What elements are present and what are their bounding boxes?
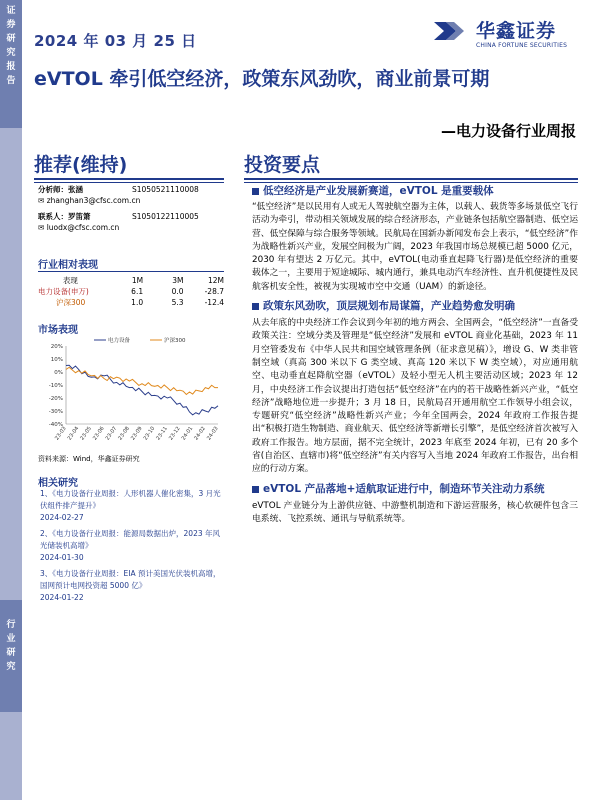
x-tick-label: 23-06: [92, 425, 106, 442]
contact-name: 罗笛箫: [68, 212, 91, 221]
list-item[interactable]: [40, 568, 224, 604]
square-bullet-icon: [252, 486, 259, 493]
contact-email[interactable]: luodx@cfsc.com.cn: [46, 223, 120, 232]
report-subtitle: —电力设备行业周报: [440, 122, 576, 140]
related-item-date: 2024-01-30: [40, 553, 84, 562]
table-header: 表现: [62, 276, 78, 285]
related-item-text: 3、《电力设备行业周报：EIA 预计美国光伏装机高增，国网预计电网投资超 5000 亿》: [40, 569, 221, 590]
side-tab-report-category: [0, 600, 22, 712]
list-item[interactable]: [40, 488, 224, 524]
legend-entry: 沪深300: [164, 338, 186, 344]
x-tick-label: 23-07: [104, 425, 119, 442]
analyst-cert: S1050521110008: [132, 185, 199, 194]
table-header: 3M: [172, 276, 184, 285]
related-list: [40, 488, 224, 608]
divider: [38, 271, 224, 272]
related-item-date: 2024-02-27: [40, 513, 84, 522]
market-title: 市场表现: [38, 325, 78, 336]
contact-role: 联系人：: [38, 212, 68, 221]
table-row: [38, 286, 224, 297]
market-performance-chart: [38, 334, 224, 454]
related-item-date: 2024-01-22: [40, 593, 84, 602]
main-content: [252, 184, 578, 531]
y-tick-label: 0%: [54, 370, 63, 376]
contact-cert: S1050122110005: [132, 212, 199, 221]
side-tab-char: 行: [6, 620, 16, 630]
square-bullet-icon: [252, 303, 259, 310]
analyst-row: [38, 184, 224, 195]
brand-name-cn: 华鑫证券: [476, 20, 557, 42]
square-bullet-icon: [252, 188, 259, 195]
x-tick-label: 23-09: [130, 425, 144, 442]
x-tick-label: 24-03: [206, 425, 220, 442]
table-header: 12M: [207, 276, 224, 285]
x-tick-label: 23-03: [54, 425, 68, 442]
performance-table: [38, 275, 224, 308]
table-cell: 电力设备(申万): [38, 287, 89, 296]
side-tab-char: 究: [6, 662, 16, 672]
x-tick-label: 23-12: [168, 425, 182, 442]
x-tick-label: 23-10: [142, 425, 157, 442]
brand-name-en: CHINA FORTUNE SECURITIES: [476, 42, 568, 49]
y-tick-label: -20%: [48, 396, 63, 402]
y-tick-label: -40%: [48, 422, 63, 428]
section-title: 投资要点: [244, 150, 578, 180]
y-tick-label: -30%: [48, 409, 63, 415]
side-tab-char: 研: [6, 34, 16, 44]
side-tab-char: 业: [6, 634, 16, 644]
table-cell: 沪深300: [56, 298, 86, 307]
table-cell: 5.3: [171, 298, 184, 307]
analyst-name: 张涵: [68, 185, 83, 194]
table-cell: 6.1: [131, 287, 144, 296]
section-heading-text: eVTOL 产品落地+适航取证进行中，制造环节关注动力系统: [263, 482, 545, 495]
x-tick-label: 23-08: [117, 425, 131, 442]
envelope-icon: ✉: [38, 223, 45, 232]
x-tick-label: 23-05: [79, 425, 93, 442]
brand-logo: [432, 14, 582, 54]
report-date: 2024 年 03 月 25 日: [34, 32, 197, 50]
side-tab-char: 报: [6, 62, 16, 72]
y-tick-label: 10%: [50, 357, 63, 363]
series-line: [66, 367, 218, 394]
table-header: 1M: [131, 276, 144, 285]
side-tab-char: 券: [6, 20, 16, 30]
side-tab-char: 证: [6, 6, 16, 16]
report-title: eVTOL 牵引低空经济，政策东风劲吹，商业前景可期: [34, 68, 490, 90]
performance-title: 行业相对表现: [38, 260, 98, 271]
table-row: [38, 297, 224, 308]
side-tab-char: 研: [6, 648, 16, 658]
rating-badge: 推荐(维持): [34, 150, 224, 180]
series-line: [66, 365, 218, 415]
chevron-brand-icon: [432, 18, 466, 44]
related-item-text: 1、《电力设备行业周报：人形机器人催化密集，3 月光伏组件排产提升》: [40, 489, 221, 510]
y-tick-label: -10%: [48, 383, 63, 389]
analyst-email[interactable]: zhanghan3@cfsc.com.cn: [46, 196, 141, 205]
paragraph: 从去年底的中央经济工作会议到今年初的地方两会、全国两会，“低空经济”一直备受政策关注：空域分类及管理是“低空经济”发展和 eVTOL 商业化基础，2023 年 11 月空管委发布《中华人民共和国空域管理条例（征求意见稿）》，增设 G、W 类非管制空域（真高 300 米以下 G 类空域、真高 120 米以下 W 类空域），对应通用航空、电动垂直起降航空器（eVTOL）及轻小型无人机主要活动区域；2023 年 12 月，中央经济工作会议提出打造包括“低空经济”在内的若干战略性新兴产业，“低空经济”战略地位进一步提升；3 月 18 日，民航局召开通用航空工作领导小组会议，专题研究“低空经济”战略性新兴产业；今年全国两会，2024 年政府工作报告提出“积极打造生物制造、商业航天、低空经济等新增长引擎”，是低空经济首次被写入政府工作报告。地方层面，据不完全统计，2023 年底至 2024 年初，已有 20 多个省(自治区、直辖市)将“低空经济”有关内容写入当地 2024 年政府工作报告，出台相应的行动方案。: [252, 318, 578, 475]
section-heading: [252, 184, 578, 199]
analyst-role: 分析师：: [38, 185, 68, 194]
side-tab-char: 告: [6, 76, 16, 86]
chart-source: 资料来源：Wind，华鑫证券研究: [38, 455, 140, 463]
section-heading-text: 政策东风劲吹，顶层规划布局谋篇，产业趋势愈发明确: [263, 300, 515, 313]
section-heading: [252, 482, 578, 497]
x-tick-label: 23-11: [155, 425, 169, 442]
paragraph: “低空经济”是以民用有人或无人驾驶航空器为主体，以载人、载货等多场景低空飞行活动为牵引，带动相关领域发展的综合经济形态，产业链条包括航空器制造、低空运营、低空保障与综合服务等领域。民航局在国新办新闻发布会上表示，“低空经济”作为战略性新兴产业，发展空间极为广阔，2023 年我国市场总规模已超 5000 亿元，2030 年有望达 2 万亿元。其中，eVTOL(电动垂直起降飞行器)是低空经济的重要载体之一，主要用于短途城际、城内通行，兼具电动汽车经济性、直升机便捷性及民航客机安全性，被视为实现城市空中交通（UAM）的新途径。: [252, 202, 578, 292]
y-tick-label: 20%: [50, 344, 63, 350]
related-title: 相关研究: [38, 478, 78, 489]
section-heading-text: 低空经济是产业发展新赛道，eVTOL 是重要载体: [263, 185, 494, 197]
contact-email-row: [38, 222, 224, 233]
contact-row: [38, 211, 224, 222]
table-cell: 1.0: [131, 298, 144, 307]
table-cell: 0.0: [171, 287, 184, 296]
list-item[interactable]: [40, 528, 224, 564]
analyst-block: [38, 184, 224, 233]
table-cell: -12.4: [204, 298, 224, 307]
side-tab-report-type: [0, 0, 22, 128]
section-heading: [252, 299, 578, 314]
legend-entry: 电力设备: [108, 338, 131, 344]
table-cell: -28.7: [204, 287, 224, 296]
x-tick-label: 23-04: [66, 425, 81, 442]
analyst-email-row: [38, 195, 224, 206]
x-tick-label: 24-02: [193, 425, 207, 442]
envelope-icon: ✉: [38, 196, 45, 205]
paragraph: eVTOL 产业链分为上游供应链、中游整机制造和下游运营服务，核心软硬件包含三电系统、飞控系统、通讯与导航系统等。: [252, 500, 578, 524]
related-item-text: 2、《电力设备行业周报：能源局数据出炉，2023 年风光储装机高增》: [40, 529, 220, 550]
table-header-row: [38, 275, 224, 286]
side-strip: [0, 0, 22, 800]
side-tab-char: 究: [6, 48, 16, 58]
x-tick-label: 24-01: [180, 425, 195, 442]
